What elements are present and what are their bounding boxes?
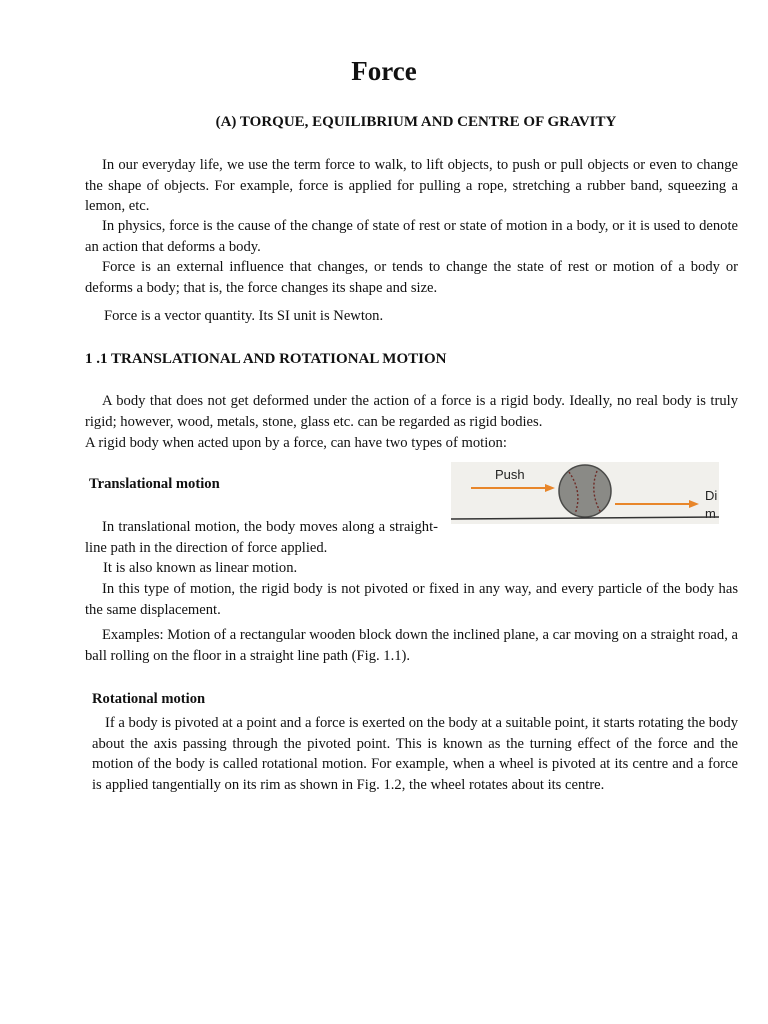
direction-label-2: m: [705, 506, 716, 521]
page-title: Force: [351, 56, 417, 86]
rigid-body-paragraph: A body that does not get deformed under the action of a force is a rigid body. Ideally, no real body is truly rigid; however, wood, metals, stone, glass etc. can be regarded as rigid bodies.: [85, 393, 738, 430]
section-heading: 1 .1 TRANSLATIONAL AND ROTATIONAL MOTION: [85, 351, 447, 367]
figure-translational-motion: [451, 462, 719, 524]
intro-paragraph-2: In physics, force is the cause of the change of state of rest or state of motion in a body, or it is used to denote an action that deforms a body.: [85, 218, 738, 255]
push-label: Push: [495, 467, 525, 482]
intro-paragraph-4: Force is a vector quantity. Its SI unit is Newton.: [104, 308, 384, 324]
direction-label-1: Di: [705, 488, 718, 503]
rotational-heading: Rotational motion: [92, 691, 206, 707]
rotational-paragraph: If a body is pivoted at a point and a force is exerted on the body at a suitable point, it starts rotating the body about the axis passing through the pivoted point. This is known as the turning effect of the force and the motion of the body is called rotational motion. For example, when a wheel is pivoted at its centre and a force is applied tangentially on its rim as shown in Fig. 1.2, the wheel rotates about its centre.: [92, 715, 738, 793]
push-arrow-head: [545, 484, 555, 492]
ball-icon: [559, 465, 611, 517]
translational-paragraph-1: In translational motion, the body moves along a straight-line path in the direction of force applied.: [85, 519, 438, 556]
translational-paragraph-4: Examples: Motion of a rectangular wooden block down the inclined plane, a car moving on a straight road, a ball rolling on the floor in a straight line path (Fig. 1.1).: [85, 627, 738, 664]
intro-paragraph-3: Force is an external influence that changes, or tends to change the state of rest or motion of a body or deforms a body; that is, the force changes its shape and size.: [85, 259, 738, 296]
motion-types-paragraph: A rigid body when acted upon by a force, can have two types of motion:: [85, 435, 507, 451]
section-subtitle: (A) TORQUE, EQUILIBRIUM AND CENTRE OF GRAVITY: [215, 114, 617, 130]
direction-arrow-head: [689, 500, 699, 508]
translational-paragraph-2: It is also known as linear motion.: [103, 560, 298, 576]
translational-paragraph-3: In this type of motion, the rigid body is not pivoted or fixed in any way, and every particle of the body has the same displacement.: [85, 581, 738, 618]
floor-line: [451, 517, 719, 519]
translational-heading: Translational motion: [89, 476, 220, 492]
intro-paragraph-1: In our everyday life, we use the term force to walk, to lift objects, to push or pull objects or even to change the shape of objects. For example, force is applied for pulling a rope, stretching a rubber band, squeezing a lemon, etc.: [85, 157, 738, 214]
